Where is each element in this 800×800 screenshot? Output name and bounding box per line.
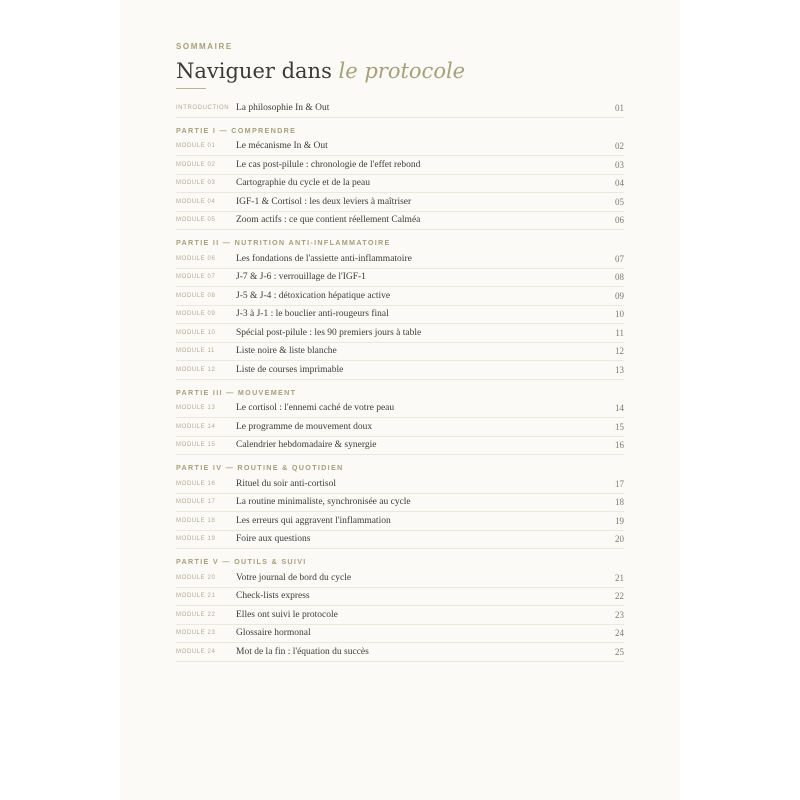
entry-title: J-3 à J-1 : le bouclier anti-rougeurs final [236, 309, 389, 320]
toc-entry[interactable] [176, 494, 624, 513]
document-page [120, 0, 680, 800]
toc-entry[interactable] [176, 138, 624, 157]
entry-label: MODULE 13 [176, 405, 216, 412]
toc-entry[interactable] [176, 269, 624, 288]
entry-title: Calendrier hebdomadaire & synergie [236, 440, 377, 451]
entry-title: Les erreurs qui aggravent l'inflammation [236, 515, 391, 526]
entry-label: MODULE 12 [176, 366, 216, 373]
toc-section [176, 461, 624, 549]
entry-label: MODULE 10 [176, 329, 216, 336]
entry-title: Le mécanisme In & Out [236, 141, 328, 152]
toc-section [176, 124, 624, 231]
entry-title: Check-lists express [236, 591, 310, 602]
toc-entry[interactable] [176, 512, 624, 531]
entry-page-number: 12 [615, 346, 624, 357]
entry-title: IGF-1 & Cortisol : les deux leviers à maîtriser [236, 196, 412, 207]
entry-page-number: 21 [615, 572, 624, 583]
entry-label: MODULE 01 [176, 143, 216, 150]
toc-entry[interactable] [176, 643, 624, 662]
entry-title: Les fondations de l'assiette anti-inflammatoire [236, 253, 412, 264]
entry-page-number: 23 [615, 609, 624, 620]
entry-title: Mot de la fin : l'équation du succès [236, 646, 369, 657]
toc-section [176, 386, 624, 456]
toc-entry[interactable] [176, 437, 624, 456]
toc-entry[interactable] [176, 400, 624, 419]
entry-page-number: 20 [615, 534, 624, 545]
toc-entry[interactable] [176, 531, 624, 550]
toc-section [176, 236, 624, 380]
entry-title: Foire aux questions [236, 534, 311, 545]
entry-label: MODULE 11 [176, 348, 215, 355]
entry-page-number: 18 [615, 497, 624, 508]
entry-label: MODULE 20 [176, 574, 216, 581]
toc-entry[interactable] [176, 324, 624, 343]
entry-title: Rituel du soir anti-cortisol [236, 478, 337, 489]
entry-title: J-7 & J-6 : verrouillage de l'IGF-1 [236, 272, 366, 283]
section-heading: PARTIE V — OUTILS & SUIVI [176, 557, 307, 566]
toc-entry[interactable] [176, 475, 624, 494]
entry-title: Spécial post-pilule : les 90 premiers jours à table [236, 327, 422, 338]
entry-label: MODULE 24 [176, 648, 216, 655]
entry-label: MODULE 19 [176, 536, 216, 543]
entry-page-number: 01 [615, 102, 624, 113]
entry-page-number: 03 [615, 159, 624, 170]
entry-page-number: 17 [615, 478, 624, 489]
entry-page-number: 15 [615, 421, 624, 432]
entry-label: MODULE 02 [176, 161, 216, 168]
entry-page-number: 19 [615, 515, 624, 526]
section-heading: PARTIE I — COMPRENDRE [176, 125, 297, 135]
section-heading: PARTIE III — MOUVEMENT [176, 387, 297, 397]
entry-label: MODULE 16 [176, 480, 216, 487]
section-heading: PARTIE IV — ROUTINE & QUOTIDIEN [176, 463, 344, 472]
toc-entry[interactable] [176, 606, 624, 625]
entry-title: La routine minimaliste, synchronisée au cycle [236, 497, 411, 508]
toc-entry[interactable] [176, 212, 624, 231]
entry-label: MODULE 23 [176, 630, 216, 637]
entry-title: La philosophie In & Out [236, 102, 330, 113]
section-heading: PARTIE II — NUTRITION ANTI-INFLAMMATOIRE [176, 238, 391, 247]
entry-label: INTRODUCTION [176, 104, 230, 111]
entry-page-number: 22 [615, 591, 624, 602]
entry-label: MODULE 15 [176, 442, 216, 449]
entry-page-number: 04 [615, 178, 624, 189]
toc-entry[interactable] [176, 156, 624, 175]
entry-page-number: 05 [615, 196, 624, 207]
entry-label: MODULE 22 [176, 611, 216, 618]
entry-title: Le cas post-pilule : chronologie de l'effet rebond [236, 159, 421, 170]
entry-label: MODULE 08 [176, 292, 216, 299]
toc-entry[interactable] [176, 343, 624, 362]
entry-label: MODULE 17 [176, 499, 216, 506]
entry-label: MODULE 18 [176, 517, 216, 524]
toc-section [176, 555, 624, 662]
toc-section [176, 99, 624, 118]
entry-page-number: 10 [615, 309, 624, 320]
entry-page-number: 08 [615, 272, 624, 283]
entry-page-number: 16 [615, 440, 624, 451]
entry-page-number: 07 [615, 253, 624, 264]
toc-entry[interactable] [176, 175, 624, 194]
toc-entry[interactable] [176, 588, 624, 607]
entry-page-number: 24 [615, 628, 624, 639]
entry-page-number: 14 [615, 403, 624, 414]
toc-entry[interactable] [176, 569, 624, 588]
toc-entry[interactable] [176, 361, 624, 380]
entry-label: MODULE 07 [176, 274, 216, 281]
eyebrow-label: SOMMAIRE [176, 42, 233, 51]
title-divider [176, 88, 206, 89]
toc-entry[interactable] [176, 418, 624, 437]
entry-title: Liste noire & liste blanche [236, 346, 337, 357]
toc-entry[interactable] [176, 193, 624, 212]
title-accent: le protocole [338, 59, 466, 83]
entry-page-number: 11 [615, 327, 624, 338]
entry-label: MODULE 06 [176, 255, 216, 262]
title-main: Naviguer dans [176, 59, 339, 83]
entry-label: MODULE 05 [176, 217, 216, 224]
entry-page-number: 13 [615, 364, 624, 375]
page-title [176, 57, 624, 85]
entry-title: Votre journal de bord du cycle [236, 572, 352, 583]
entry-title: Cartographie du cycle et de la peau [236, 178, 370, 189]
entry-title: Le cortisol : l'ennemi caché de votre peau [236, 403, 395, 414]
entry-page-number: 09 [615, 290, 624, 301]
toc-entry[interactable] [176, 306, 624, 325]
toc-entry[interactable] [176, 287, 624, 306]
toc-entry[interactable] [176, 99, 624, 118]
entry-title: Le programme de mouvement doux [236, 421, 373, 432]
entry-title: Glossaire hormonal [236, 628, 311, 639]
table-of-contents [176, 42, 624, 662]
entry-title: J-5 & J-4 : détoxication hépatique active [236, 290, 391, 301]
toc-entry[interactable] [176, 625, 624, 644]
entry-page-number: 06 [615, 215, 624, 226]
entry-label: MODULE 09 [176, 311, 216, 318]
entry-label: MODULE 14 [176, 423, 216, 430]
entry-page-number: 25 [615, 646, 624, 657]
entry-title: Liste de courses imprimable [236, 364, 344, 375]
entry-page-number: 02 [615, 141, 624, 152]
entry-label: MODULE 04 [176, 198, 216, 205]
entry-label: MODULE 21 [176, 593, 216, 600]
toc-entry[interactable] [176, 250, 624, 269]
entry-label: MODULE 03 [176, 180, 216, 187]
entry-title: Elles ont suivi le protocole [236, 609, 338, 620]
toc-sections [176, 99, 624, 662]
entry-title: Zoom actifs : ce que contient réellement Calméa [236, 215, 421, 226]
